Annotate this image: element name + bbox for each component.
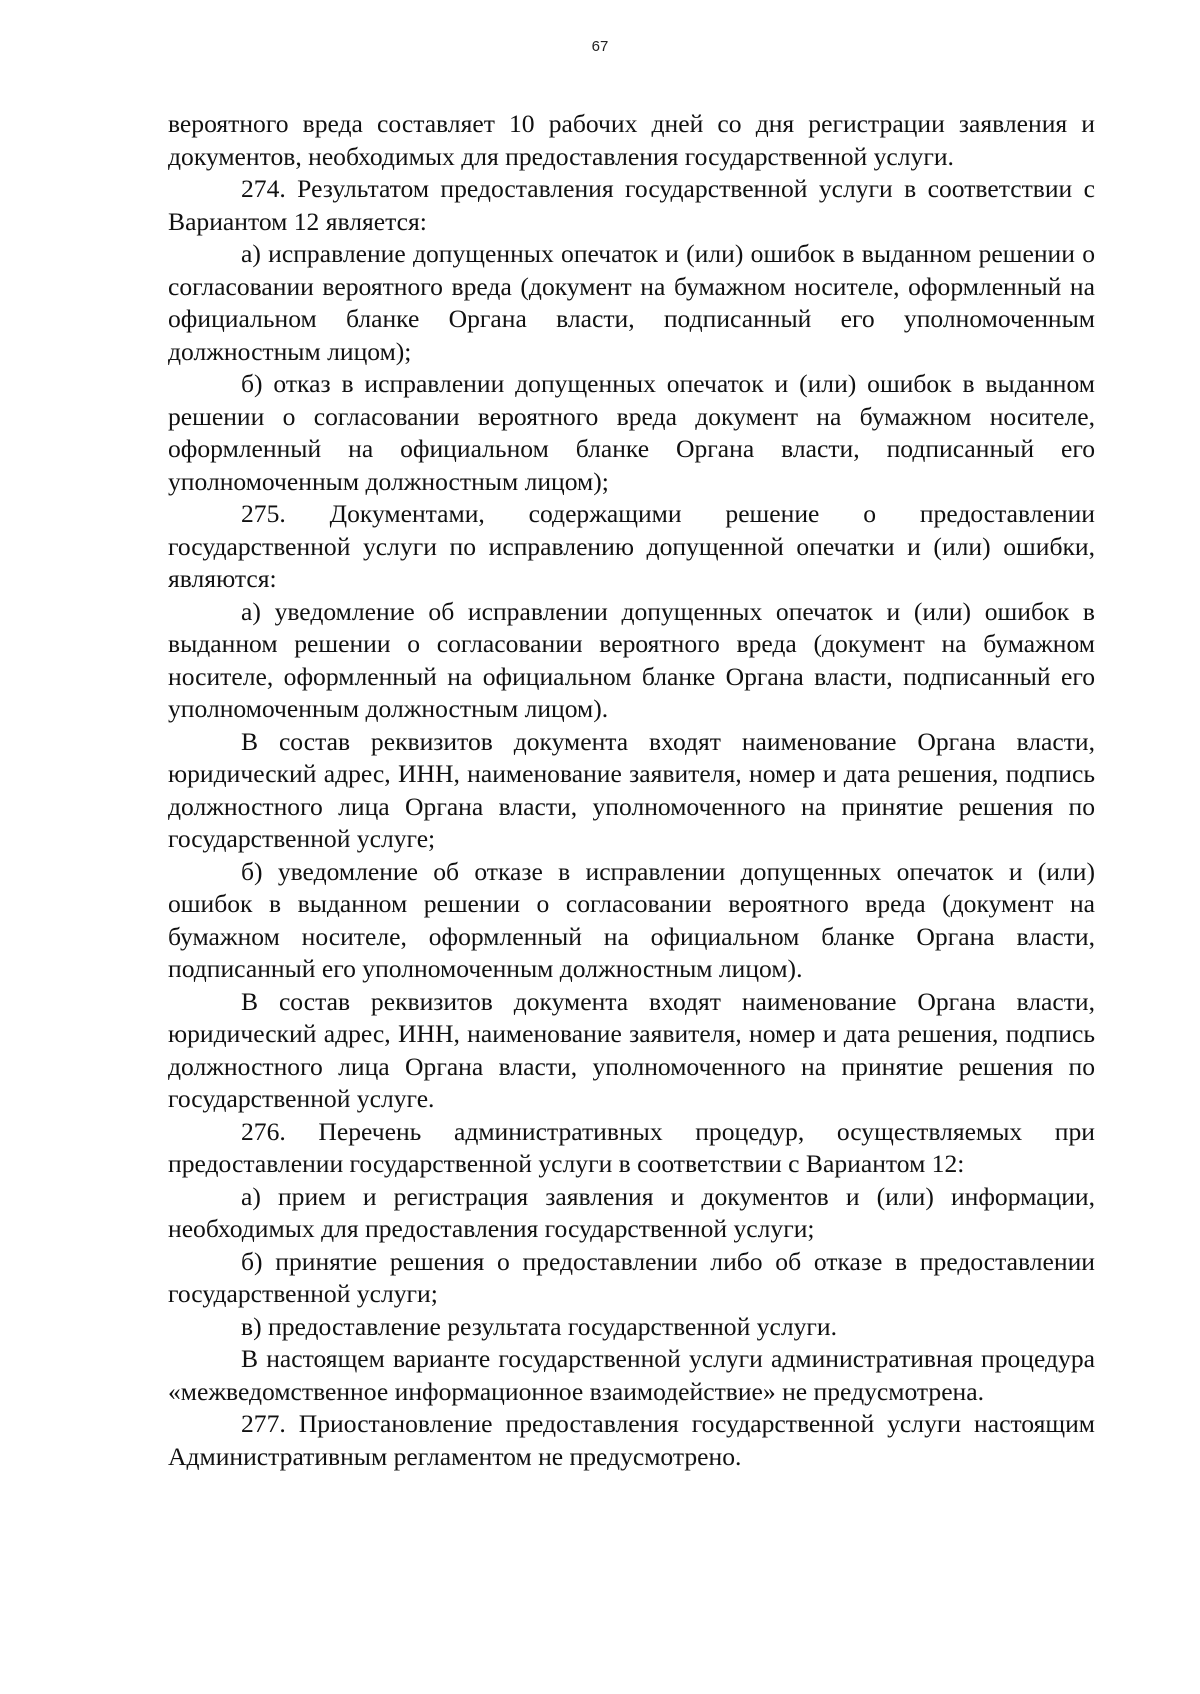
paragraph-276: 276. Перечень административных процедур, осуществляемых при предоставлении государственной услуги в соответствии с Вариантом 12: bbox=[168, 1116, 1095, 1178]
paragraph-276-note: В настоящем варианте государственной услуги административная процедура «межведомственное информационное взаимодействие» не предусмотрена. bbox=[168, 1344, 1095, 1406]
paragraph-277: 277. Приостановление предоставления государственной услуги настоящим Административным регламентом не предусмотрено. bbox=[168, 1409, 1095, 1471]
paragraph-275-a-requisites: В состав реквизитов документа входят наименование Органа власти, юридический адрес, ИНН, наименование заявителя, номер и дата решения, подпись должностного лица Органа власти, уполномоченного на принятие решения по государственной услуге; bbox=[168, 726, 1095, 853]
paragraph-275-a: а) уведомление об исправлении допущенных опечаток и (или) ошибок в выданном решении о согласовании вероятного вреда (документ на бумажном носителе, оформленный на официальном бланке Органа власти, подписанный его уполномоченным должностным лицом). bbox=[168, 596, 1095, 723]
paragraph-275-b: б) уведомление об отказе в исправлении допущенных опечаток и (или) ошибок в выданном решении о согласовании вероятного вреда (документ на бумажном носителе, оформленный на официальном бланке Органа власти, подписанный его уполномоченным должностным лицом). bbox=[168, 856, 1095, 983]
paragraph-276-v: в) предоставление результата государственной услуги. bbox=[241, 1311, 837, 1341]
paragraph-275: 275. Документами, содержащими решение о предоставлении государственной услуги по исправлению допущенной опечатки и (или) ошибки, являются: bbox=[168, 499, 1095, 593]
paragraph-274-a: а) исправление допущенных опечаток и (или) ошибок в выданном решении о согласовании вероятного вреда (документ на бумажном носителе, оформленный на официальном бланке Органа власти, подписанный его уполномоченным должностным лицом); bbox=[168, 239, 1095, 366]
paragraph-continuation: вероятного вреда составляет 10 рабочих дней со дня регистрации заявления и документов, необходимых для предоставления государственной услуги. bbox=[168, 109, 1095, 171]
paragraph-276-b: б) принятие решения о предоставлении либо об отказе в предоставлении государственной услуги; bbox=[168, 1246, 1095, 1308]
paragraph-276-a: а) прием и регистрация заявления и документов и (или) информации, необходимых для предоставления государственной услуги; bbox=[168, 1181, 1095, 1243]
paragraph-275-b-requisites: В состав реквизитов документа входят наименование Органа власти, юридический адрес, ИНН, наименование заявителя, номер и дата решения, подпись должностного лица Органа власти, уполномоченного на принятие решения по государственной услуге. bbox=[168, 986, 1095, 1113]
paragraph-274: 274. Результатом предоставления государственной услуги в соответствии с Вариантом 12 является: bbox=[168, 174, 1095, 236]
document-body bbox=[168, 108, 1095, 1473]
page-number: 67 bbox=[591, 38, 609, 55]
paragraph-274-b: б) отказ в исправлении допущенных опечаток и (или) ошибок в выданном решении о согласовании вероятного вреда документ на бумажном носителе, оформленный на официальном бланке Органа власти, подписанный его уполномоченным должностным лицом); bbox=[168, 369, 1095, 496]
